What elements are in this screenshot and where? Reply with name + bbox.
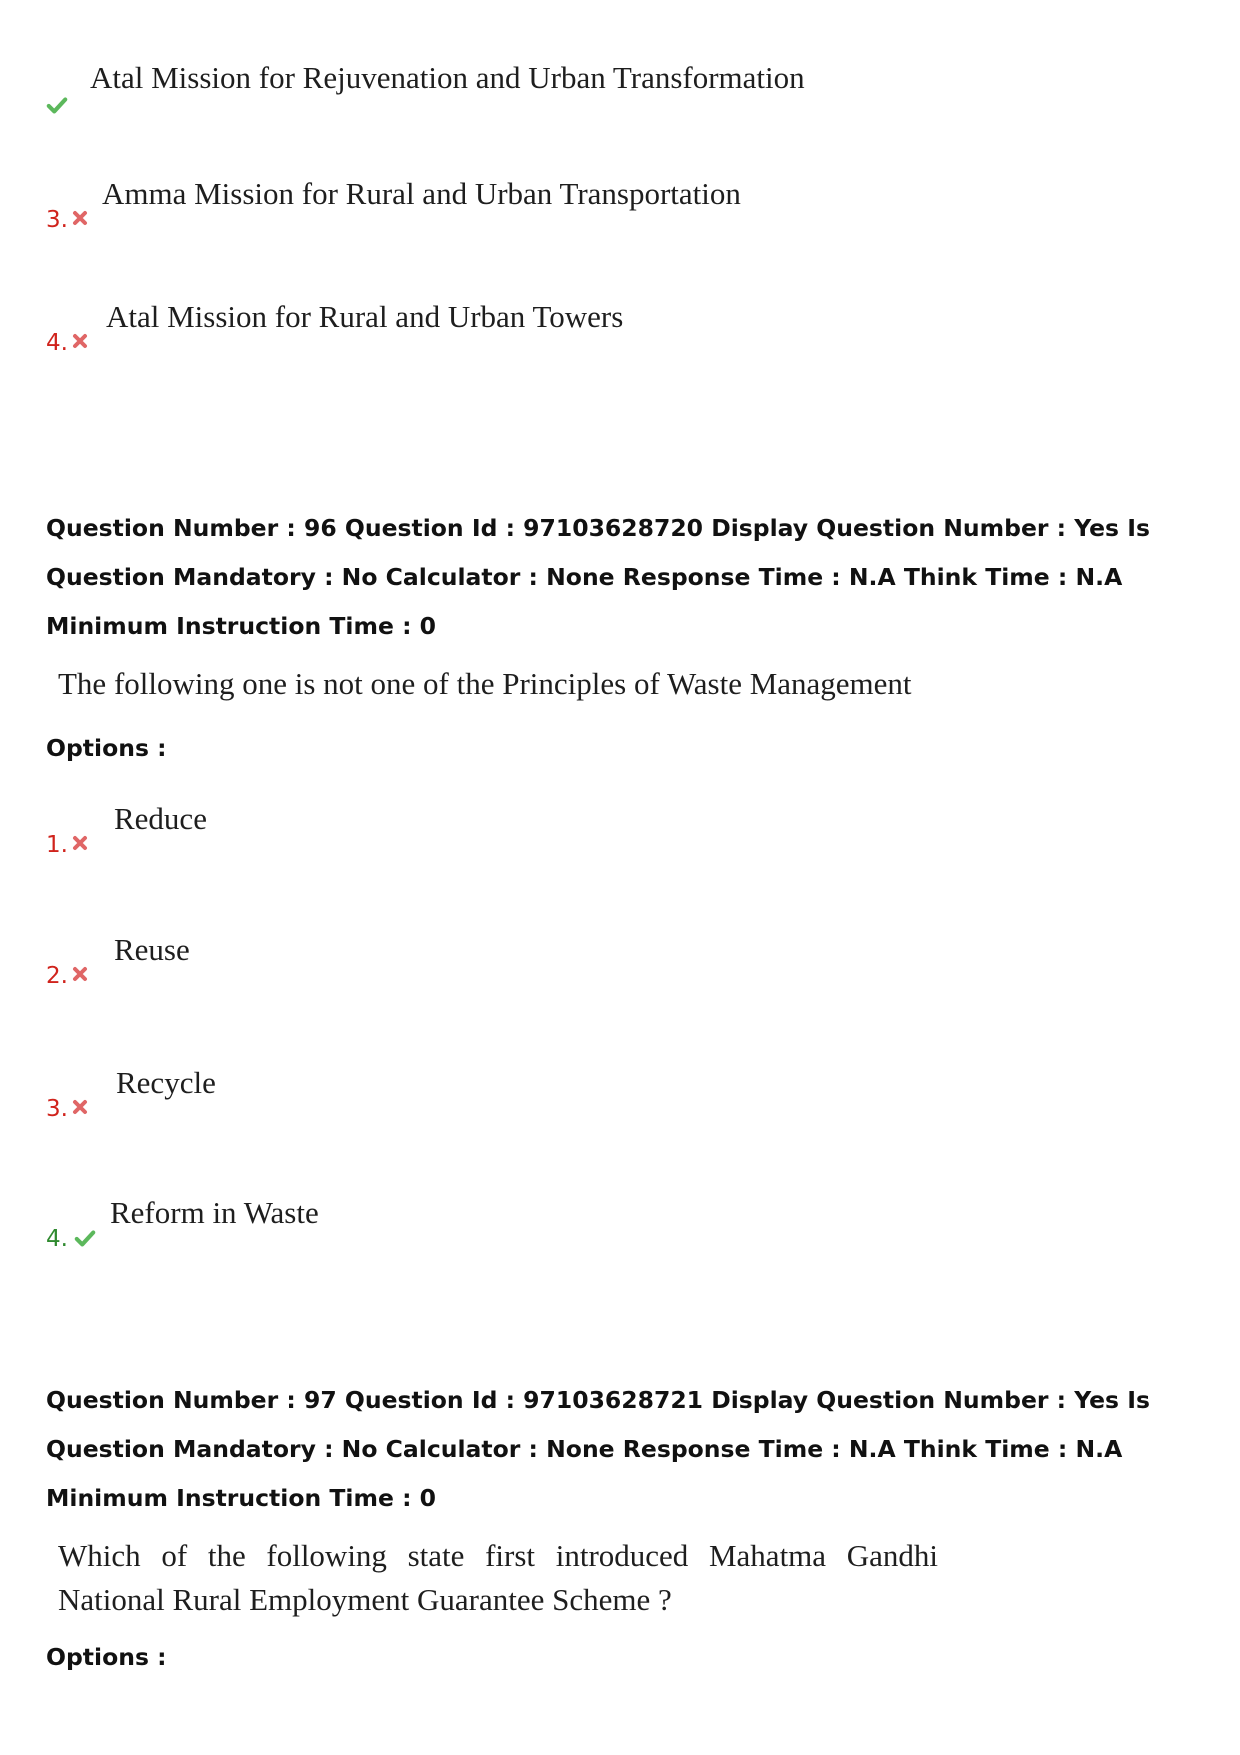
question-text: Which of the following state first introduced Mahatma Gandhi National Rural Employment Guarantee Scheme ? [58, 1538, 938, 1617]
option-number: 2. [46, 963, 68, 989]
option-number: 1. [46, 832, 68, 858]
options-label: Options : [46, 734, 167, 762]
question-meta: Question Number : 96 Question Id : 97103628720 Display Question Number : Yes Is Question Mandatory : No Calculator : None Response Time : N.A Think Time : N.A Minimum Instruction Time : 0 [46, 514, 1150, 640]
option-text: Atal Mission for Rejuvenation and Urban Transformation [90, 60, 805, 95]
check-mark-icon [74, 1227, 96, 1249]
cross-mark-icon [72, 835, 88, 851]
cross-mark-icon [72, 966, 88, 982]
option-text: Reform in Waste [110, 1195, 319, 1230]
cross-mark-icon [72, 1099, 88, 1115]
cross-mark-icon [72, 210, 88, 226]
option-number: 3. [46, 1096, 68, 1122]
question-text: The following one is not one of the Principles of Waste Management [58, 666, 912, 701]
option-text: Atal Mission for Rural and Urban Towers [106, 299, 624, 334]
options-label: Options : [46, 1643, 167, 1671]
option-number: 3. [46, 207, 68, 233]
option-number: 4. [46, 330, 68, 356]
option-text: Reduce [114, 801, 207, 836]
option-text: Reuse [114, 932, 190, 967]
question-meta: Question Number : 97 Question Id : 97103628721 Display Question Number : Yes Is Question Mandatory : No Calculator : None Response Time : N.A Think Time : N.A Minimum Instruction Time : 0 [46, 1386, 1150, 1512]
cross-mark-icon [72, 333, 88, 349]
check-mark-icon [46, 94, 68, 116]
option-text: Amma Mission for Rural and Urban Transportation [102, 176, 741, 211]
option-text: Recycle [116, 1065, 216, 1100]
option-number: 4. [46, 1226, 68, 1252]
